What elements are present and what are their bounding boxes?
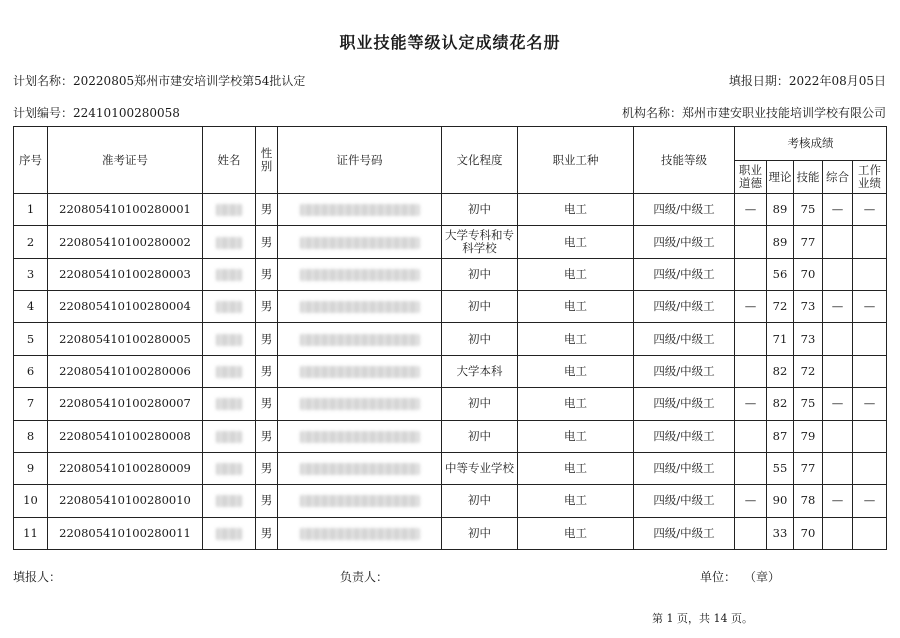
redacted-id — [300, 495, 420, 507]
redacted-name — [216, 366, 242, 378]
redacted-name — [216, 463, 242, 475]
cell-occupation: 电工 — [518, 517, 634, 549]
cell-occupation: 电工 — [518, 420, 634, 452]
cell-seq: 8 — [14, 420, 48, 452]
cell-education: 中等专业学校 — [442, 452, 518, 484]
table-row — [14, 485, 887, 517]
cell-id-no — [278, 323, 442, 355]
cell-name — [203, 323, 256, 355]
cell-seq: 9 — [14, 452, 48, 484]
table-row — [14, 452, 887, 484]
table-row — [14, 323, 887, 355]
plan-name — [13, 72, 305, 89]
redacted-name — [216, 398, 242, 410]
table-row — [14, 517, 887, 549]
cell-skill-level: 四级/中级工 — [634, 258, 735, 290]
redacted-name — [216, 334, 242, 346]
header-name: 姓名 — [203, 127, 256, 194]
cell-occupation: 电工 — [518, 485, 634, 517]
cell-skill: 73 — [794, 323, 823, 355]
cell-education: 初中 — [442, 485, 518, 517]
cell-id-no — [278, 258, 442, 290]
cell-id-no — [278, 452, 442, 484]
cell-gender: 男 — [256, 388, 278, 420]
cell-seq: 10 — [14, 485, 48, 517]
fill-date — [729, 72, 886, 89]
cell-gender: 男 — [256, 452, 278, 484]
cell-exam-no: 220805410100280003 — [48, 258, 203, 290]
cell-exam-no: 220805410100280007 — [48, 388, 203, 420]
header-skill-level: 技能等级 — [634, 127, 735, 194]
cell-skill-level: 四级/中级工 — [634, 355, 735, 387]
cell-seq: 3 — [14, 258, 48, 290]
cell-ethics — [735, 517, 767, 549]
cell-ethics — [735, 420, 767, 452]
cell-seq: 2 — [14, 226, 48, 258]
cell-occupation: 电工 — [518, 452, 634, 484]
cell-gender: 男 — [256, 194, 278, 226]
plan-name-value: 20220805郑州市建安培训学校第54批认定 — [73, 74, 306, 88]
header-theory: 理论 — [767, 161, 794, 194]
cell-id-no — [278, 388, 442, 420]
cell-name — [203, 291, 256, 323]
cell-occupation: 电工 — [518, 258, 634, 290]
cell-skill: 78 — [794, 485, 823, 517]
redacted-id — [300, 301, 420, 313]
table-row — [14, 291, 887, 323]
cell-education: 初中 — [442, 194, 518, 226]
page-info: 第 1 页，共 14 页。 — [652, 612, 753, 625]
cell-performance: — — [853, 291, 887, 323]
cell-skill: 73 — [794, 291, 823, 323]
table-row — [14, 420, 887, 452]
cell-comprehensive — [823, 355, 853, 387]
cell-name — [203, 485, 256, 517]
redacted-name — [216, 269, 242, 281]
cell-performance — [853, 355, 887, 387]
cell-performance — [853, 323, 887, 355]
cell-id-no — [278, 517, 442, 549]
cell-occupation: 电工 — [518, 355, 634, 387]
cell-theory: 72 — [767, 291, 794, 323]
cell-seq: 4 — [14, 291, 48, 323]
cell-performance — [853, 517, 887, 549]
redacted-id — [300, 204, 420, 216]
cell-id-no — [278, 485, 442, 517]
table-row — [14, 355, 887, 387]
header-comprehensive: 综合 — [823, 161, 853, 194]
cell-comprehensive: — — [823, 291, 853, 323]
cell-performance: — — [853, 485, 887, 517]
cell-theory: 71 — [767, 323, 794, 355]
cell-performance: — — [853, 388, 887, 420]
cell-id-no — [278, 291, 442, 323]
cell-exam-no: 220805410100280011 — [48, 517, 203, 549]
cell-ethics — [735, 452, 767, 484]
table-row — [14, 226, 887, 258]
cell-seq: 7 — [14, 388, 48, 420]
cell-ethics: — — [735, 485, 767, 517]
table-row — [14, 388, 887, 420]
redacted-name — [216, 237, 242, 249]
cell-exam-no: 220805410100280009 — [48, 452, 203, 484]
cell-occupation: 电工 — [518, 388, 634, 420]
cell-name — [203, 226, 256, 258]
cell-comprehensive: — — [823, 485, 853, 517]
header-gender: 性别 — [256, 127, 278, 194]
cell-exam-no: 220805410100280005 — [48, 323, 203, 355]
table-row — [14, 194, 887, 226]
cell-name — [203, 420, 256, 452]
plan-name-label: 计划名称： — [13, 74, 74, 88]
cell-exam-no: 220805410100280001 — [48, 194, 203, 226]
cell-performance — [853, 226, 887, 258]
cell-skill: 72 — [794, 355, 823, 387]
redacted-id — [300, 366, 420, 378]
cell-theory: 55 — [767, 452, 794, 484]
cell-occupation: 电工 — [518, 291, 634, 323]
cell-name — [203, 194, 256, 226]
cell-theory: 33 — [767, 517, 794, 549]
plan-number-label: 计划编号： — [13, 106, 74, 120]
cell-skill: 75 — [794, 388, 823, 420]
cell-seq: 11 — [14, 517, 48, 549]
redacted-id — [300, 398, 420, 410]
cell-gender: 男 — [256, 258, 278, 290]
cell-education: 初中 — [442, 323, 518, 355]
cell-theory: 56 — [767, 258, 794, 290]
header-ethics: 职业道德 — [735, 161, 767, 194]
cell-seq: 6 — [14, 355, 48, 387]
redacted-id — [300, 269, 420, 281]
redacted-id — [300, 431, 420, 443]
cell-name — [203, 355, 256, 387]
redacted-name — [216, 301, 242, 313]
plan-number — [13, 104, 180, 121]
cell-education: 大学专科和专科学校 — [442, 226, 518, 258]
cell-skill-level: 四级/中级工 — [634, 452, 735, 484]
score-table — [13, 126, 887, 550]
cell-id-no — [278, 420, 442, 452]
cell-ethics — [735, 226, 767, 258]
cell-skill: 77 — [794, 226, 823, 258]
org-name-value: 郑州市建安职业技能培训学校有限公司 — [681, 106, 886, 120]
cell-skill-level: 四级/中级工 — [634, 420, 735, 452]
cell-exam-no: 220805410100280010 — [48, 485, 203, 517]
header-occupation: 职业工种 — [518, 127, 634, 194]
fill-date-label: 填报日期： — [728, 74, 789, 88]
seal-placeholder: （章） — [744, 570, 781, 584]
cell-gender: 男 — [256, 420, 278, 452]
cell-exam-no: 220805410100280006 — [48, 355, 203, 387]
cell-occupation: 电工 — [518, 226, 634, 258]
cell-comprehensive — [823, 452, 853, 484]
cell-comprehensive: — — [823, 388, 853, 420]
header-seq: 序号 — [14, 127, 48, 194]
cell-ethics: — — [735, 291, 767, 323]
cell-name — [203, 388, 256, 420]
redacted-id — [300, 237, 420, 249]
cell-gender: 男 — [256, 323, 278, 355]
cell-skill-level: 四级/中级工 — [634, 517, 735, 549]
redacted-id — [300, 528, 420, 540]
cell-id-no — [278, 226, 442, 258]
cell-skill: 77 — [794, 452, 823, 484]
cell-comprehensive — [823, 420, 853, 452]
cell-theory: 82 — [767, 388, 794, 420]
header-performance: 工作业绩 — [853, 161, 887, 194]
cell-theory: 89 — [767, 226, 794, 258]
cell-ethics — [735, 355, 767, 387]
cell-id-no — [278, 355, 442, 387]
redacted-id — [300, 463, 420, 475]
cell-skill: 79 — [794, 420, 823, 452]
cell-comprehensive: — — [823, 194, 853, 226]
cell-ethics — [735, 323, 767, 355]
header-scores: 考核成绩 — [735, 127, 887, 161]
cell-education: 大学本科 — [442, 355, 518, 387]
redacted-name — [216, 528, 242, 540]
cell-gender: 男 — [256, 226, 278, 258]
cell-id-no — [278, 194, 442, 226]
fill-date-value: 2022年08月05日 — [788, 74, 886, 88]
cell-performance — [853, 420, 887, 452]
cell-comprehensive — [823, 323, 853, 355]
cell-skill-level: 四级/中级工 — [634, 323, 735, 355]
cell-performance — [853, 258, 887, 290]
cell-ethics — [735, 258, 767, 290]
cell-gender: 男 — [256, 291, 278, 323]
cell-performance — [853, 452, 887, 484]
header-skill: 技能 — [794, 161, 823, 194]
cell-exam-no: 220805410100280004 — [48, 291, 203, 323]
redacted-name — [216, 431, 242, 443]
header-exam-no: 准考证号 — [48, 127, 203, 194]
header-education: 文化程度 — [442, 127, 518, 194]
cell-comprehensive — [823, 517, 853, 549]
cell-education: 初中 — [442, 517, 518, 549]
cell-gender: 男 — [256, 355, 278, 387]
cell-skill: 70 — [794, 517, 823, 549]
cell-skill-level: 四级/中级工 — [634, 226, 735, 258]
redacted-name — [216, 204, 242, 216]
cell-name — [203, 258, 256, 290]
cell-gender: 男 — [256, 485, 278, 517]
cell-occupation: 电工 — [518, 194, 634, 226]
plan-number-value: 22410100280058 — [73, 106, 180, 120]
cell-education: 初中 — [442, 420, 518, 452]
cell-theory: 90 — [767, 485, 794, 517]
cell-education: 初中 — [442, 258, 518, 290]
page-title: 职业技能等级认定成绩花名册 — [339, 33, 561, 52]
cell-comprehensive — [823, 258, 853, 290]
cell-skill-level: 四级/中级工 — [634, 291, 735, 323]
cell-occupation: 电工 — [518, 323, 634, 355]
cell-seq: 5 — [14, 323, 48, 355]
cell-education: 初中 — [442, 388, 518, 420]
cell-name — [203, 517, 256, 549]
org-name-label: 机构名称： — [621, 106, 682, 120]
cell-skill-level: 四级/中级工 — [634, 485, 735, 517]
redacted-id — [300, 334, 420, 346]
cell-skill-level: 四级/中级工 — [634, 194, 735, 226]
redacted-name — [216, 495, 242, 507]
cell-gender: 男 — [256, 517, 278, 549]
responsible-label: 负责人： — [340, 570, 389, 584]
cell-performance: — — [853, 194, 887, 226]
cell-skill: 70 — [794, 258, 823, 290]
cell-education: 初中 — [442, 291, 518, 323]
cell-ethics: — — [735, 194, 767, 226]
cell-seq: 1 — [14, 194, 48, 226]
table-row — [14, 258, 887, 290]
cell-ethics: — — [735, 388, 767, 420]
unit-label: 单位： — [700, 570, 737, 584]
cell-exam-no: 220805410100280008 — [48, 420, 203, 452]
org-name — [622, 104, 886, 121]
cell-skill-level: 四级/中级工 — [634, 388, 735, 420]
cell-name — [203, 452, 256, 484]
cell-exam-no: 220805410100280002 — [48, 226, 203, 258]
cell-theory: 82 — [767, 355, 794, 387]
filler-label: 填报人： — [13, 570, 62, 584]
cell-comprehensive — [823, 226, 853, 258]
cell-theory: 89 — [767, 194, 794, 226]
cell-skill: 75 — [794, 194, 823, 226]
header-id-no: 证件号码 — [278, 127, 442, 194]
cell-theory: 87 — [767, 420, 794, 452]
